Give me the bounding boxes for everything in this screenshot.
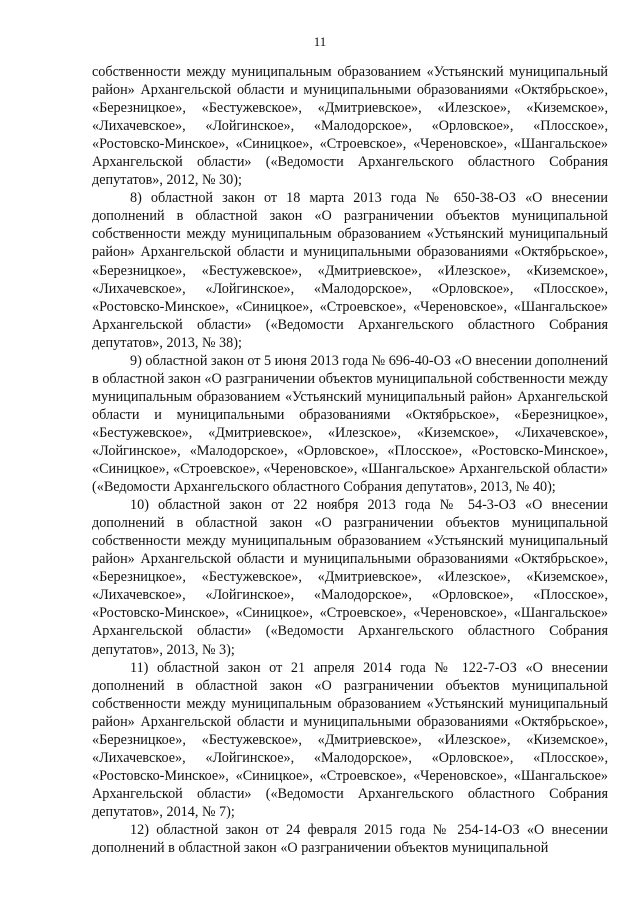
paragraph-item-10: 10) областной закон от 22 ноября 2013 года № 54-3-ОЗ «О внесении дополнений в областной закон «О разграничении объектов муниципальной собственности между муниципальным образованием «Устьянский муниципальный район» Архангельской области и муниципальными образованиями «Октябрьское», «Березницкое», «Бестужевское», «Дмитриевское», «Илезское», «Киземское», «Лихачевское», «Лойгинское», «Малодорское», «Орловское», «Плосское», «Ростовско-Минское», «Синицкое», «Строевское», «Череновское», «Шангальское» Архангельской области» («Ведомости Архангельского областного Собрания депутатов», 2013, № 3); — [92, 497, 608, 658]
paragraph-item-11: 11) областной закон от 21 апреля 2014 года № 122-7-ОЗ «О внесении дополнений в областной закон «О разграничении объектов муниципальной собственности между муниципальным образованием «Устьянский муниципальный район» Архангельской области и муниципальными образованиями «Октябрьское», «Березницкое», «Бестужевское», «Дмитриевское», «Илезское», «Киземское», «Лихачевское», «Лойгинское», «Малодорское», «Орловское», «Плосское», «Ростовско-Минское», «Синицкое», «Строевское», «Череновское», «Шангальское» Архангельской области» («Ведомости Архангельского областного Собрания депутатов», 2014, № 7); — [92, 659, 608, 820]
paragraph-item-12: 12) областной закон от 24 февраля 2015 года № 254-14-ОЗ «О внесении дополнений в областной закон «О разграничении объектов муниципальной — [92, 821, 608, 857]
paragraph-item-9: 9) областной закон от 5 июня 2013 года № 696-40-ОЗ «О внесении дополнений в областной закон «О разграничении объектов муниципальной собственности между муниципальным образованием «Устьянский муниципальный район» Архангельской области и муниципальными образованиями «Октябрьское», «Березницкое», «Бестужевское», «Дмитриевское», «Илезское», «Киземское», «Лихачевское», «Лойгинское», «Малодорское», «Орловское», «Плосское», «Ростовско-Минское», «Синицкое», «Строевское», «Череновское», «Шангальское» Архангельской области» («Ведомости Архангельского областного Собрания депутатов», 2013, № 40); — [92, 352, 608, 496]
page-number: 11 — [313, 34, 327, 49]
document-body — [92, 63, 608, 857]
paragraph-continuation: собственности между муниципальным образованием «Устьянский муниципальный район» Архангельской области и муниципальными образованиями «Октябрьское», «Березницкое», «Бестужевское», «Дмитриевское», «Илезское», «Киземское», «Лихачевское», «Лойгинское», «Малодорское», «Орловское», «Плосское», «Ростовско-Минское», «Синицкое», «Строевское», «Череновское», «Шангальское» Архангельской области» («Ведомости Архангельского областного Собрания депутатов», 2012, № 30); — [92, 64, 608, 189]
paragraph-item-8: 8) областной закон от 18 марта 2013 года № 650-38-ОЗ «О внесении дополнений в областной закон «О разграничении объектов муниципальной собственности между муниципальным образованием «Устьянский муниципальный район» Архангельской области и муниципальными образованиями «Октябрьское», «Березницкое», «Бестужевское», «Дмитриевское», «Илезское», «Киземское», «Лихачевское», «Лойгинское», «Малодорское», «Орловское», «Плосское», «Ростовско-Минское», «Синицкое», «Строевское», «Череновское», «Шангальское» Архангельской области» («Ведомости Архангельского областного Собрания депутатов», 2013, № 38); — [92, 190, 608, 351]
